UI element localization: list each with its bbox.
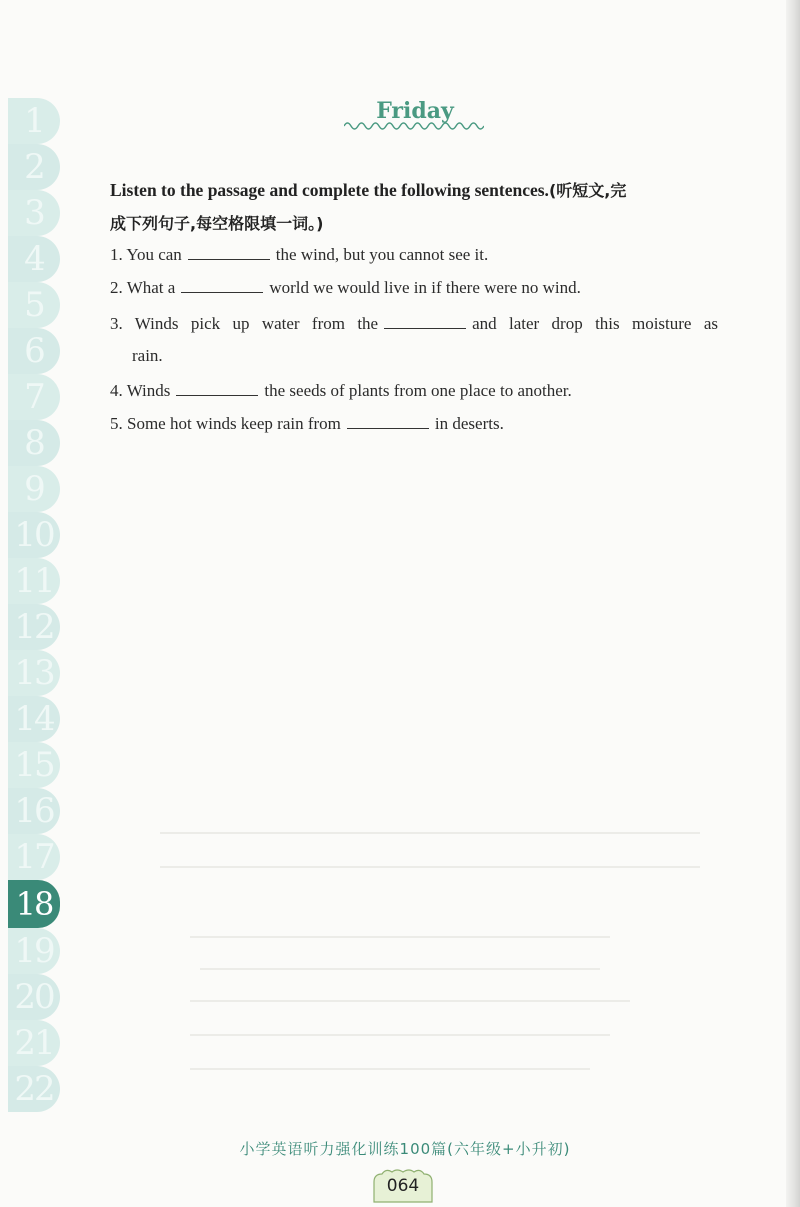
question-4-end: the seeds of plants from one place to another. xyxy=(264,381,572,400)
instruction-block xyxy=(110,174,718,240)
unit-tab-7[interactable]: 7 xyxy=(8,374,60,420)
unit-tab-19[interactable]: 19 xyxy=(8,928,60,974)
bleed-through-line xyxy=(190,1068,590,1070)
unit-tab-16[interactable]: 16 xyxy=(8,788,60,834)
question-3-end: and later drop this moisture as xyxy=(472,314,718,333)
question-3-start: 3. Winds pick up water from the xyxy=(110,314,379,333)
unit-tab-18-active[interactable]: 18 xyxy=(8,880,60,928)
unit-tab-21[interactable]: 21 xyxy=(8,1020,60,1066)
question-3-continuation: rain. xyxy=(132,346,163,365)
question-4 xyxy=(110,374,572,408)
unit-tab-8[interactable]: 8 xyxy=(8,420,60,466)
unit-tab-6[interactable]: 6 xyxy=(8,328,60,374)
question-5-end: in deserts. xyxy=(434,414,504,433)
wave-decoration xyxy=(344,120,484,132)
instruction-chinese-2: 成下列句子,每空格限填一词。) xyxy=(110,214,324,233)
bleed-through-line xyxy=(190,1034,610,1036)
answer-blank-5[interactable] xyxy=(347,414,429,429)
unit-tab-5[interactable]: 5 xyxy=(8,282,60,328)
unit-tab-4[interactable]: 4 xyxy=(8,236,60,282)
unit-tabs xyxy=(8,98,60,1112)
question-1 xyxy=(110,238,488,272)
page-number-badge xyxy=(370,1168,436,1204)
question-5 xyxy=(110,407,504,441)
unit-tab-1[interactable]: 1 xyxy=(8,98,60,144)
unit-tab-20[interactable]: 20 xyxy=(8,974,60,1020)
instruction-chinese-1: (听短文,完 xyxy=(548,181,627,200)
bleed-through-line xyxy=(190,1000,630,1002)
bleed-through-line xyxy=(190,936,610,938)
bleed-through-line xyxy=(200,968,600,970)
unit-tab-10[interactable]: 10 xyxy=(8,512,60,558)
unit-tab-3[interactable]: 3 xyxy=(8,190,60,236)
unit-tab-12[interactable]: 12 xyxy=(8,604,60,650)
unit-tab-14[interactable]: 14 xyxy=(8,696,60,742)
unit-tab-22[interactable]: 22 xyxy=(8,1066,60,1112)
bleed-through-line xyxy=(160,832,700,834)
answer-blank-4[interactable] xyxy=(176,381,258,396)
book-title: 小学英语听力强化训练100篇(六年级+小升初) xyxy=(239,1140,571,1158)
bleed-through-line xyxy=(160,866,700,868)
unit-tab-15[interactable]: 15 xyxy=(8,742,60,788)
question-1-start: 1. You can xyxy=(110,245,182,264)
unit-tab-9[interactable]: 9 xyxy=(8,466,60,512)
question-4-start: 4. Winds xyxy=(110,381,171,400)
question-3 xyxy=(110,307,718,341)
instruction-text xyxy=(110,174,718,240)
unit-tab-11[interactable]: 11 xyxy=(8,558,60,604)
unit-tab-13[interactable]: 13 xyxy=(8,650,60,696)
question-2 xyxy=(110,271,581,305)
instruction-english: Listen to the passage and complete the following sentences. xyxy=(110,180,549,200)
answer-blank-3[interactable] xyxy=(384,314,466,329)
answer-blank-1[interactable] xyxy=(188,245,270,260)
page-edge xyxy=(786,0,800,1207)
page-number: 064 xyxy=(386,1176,420,1196)
question-2-start: 2. What a xyxy=(110,278,176,297)
question-5-start: 5. Some hot winds keep rain from xyxy=(110,414,341,433)
unit-tab-17[interactable]: 17 xyxy=(8,834,60,880)
answer-blank-2[interactable] xyxy=(181,278,263,293)
unit-tab-2[interactable]: 2 xyxy=(8,144,60,190)
question-1-end: the wind, but you cannot see it. xyxy=(275,245,489,264)
page-title: Friday xyxy=(376,98,454,124)
question-2-end: world we would live in if there were no wind. xyxy=(269,278,581,297)
